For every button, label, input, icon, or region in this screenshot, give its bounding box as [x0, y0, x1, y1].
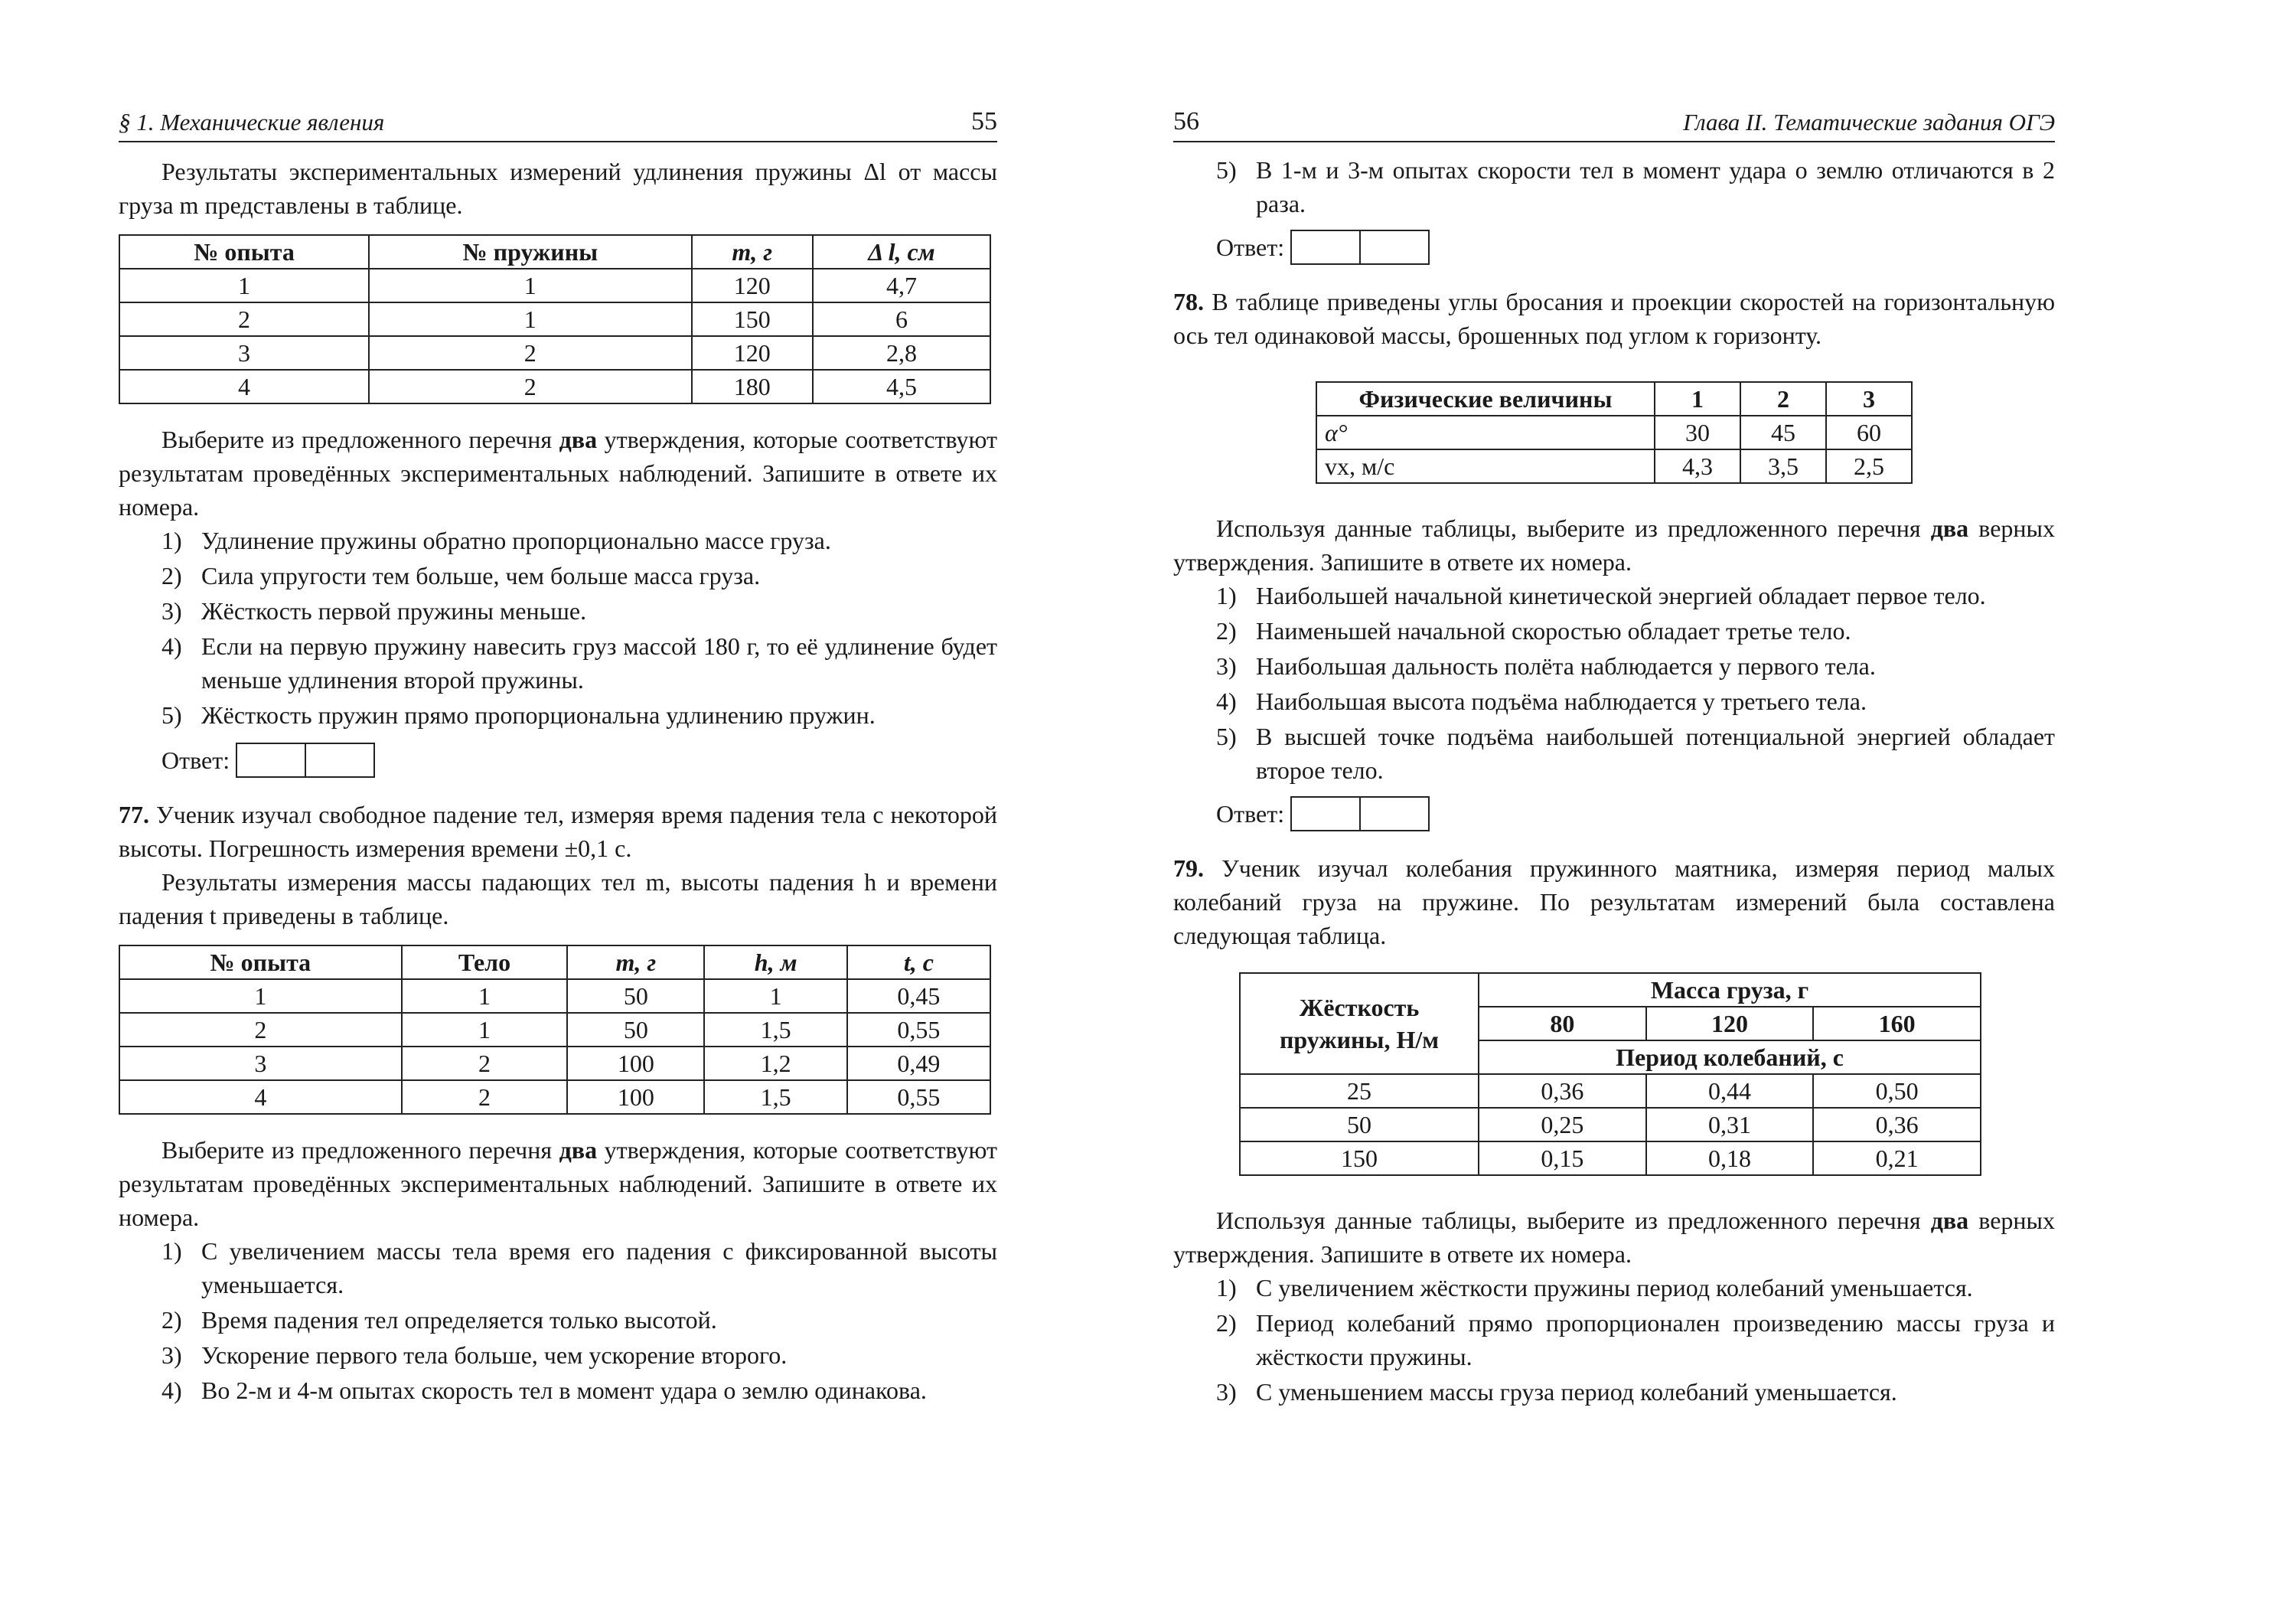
- options-77-continued: [1173, 153, 2055, 220]
- table-header: № опыта: [119, 945, 402, 979]
- option-text: Время падения тел определяется только высотой.: [201, 1306, 717, 1334]
- option-text: Наибольшая дальность полёта наблюдается у первого тела.: [1256, 652, 1876, 680]
- list-item: [1173, 720, 2055, 787]
- table-cell: 4,5: [813, 370, 990, 403]
- question-text: Ученик изучал свободное падение тел, измеряя время падения тела с некоторой высоты. Погрешность измерения времени ±0,1 с.: [119, 801, 998, 862]
- answer-boxes[interactable]: [1290, 230, 1430, 265]
- table-cell: 2: [369, 336, 691, 370]
- table-header: m, г: [567, 945, 704, 979]
- table-cell: 2: [119, 1013, 402, 1047]
- option-text: В высшей точке подъёма наибольшей потенциальной энергией обладает второе тело.: [1256, 723, 2055, 784]
- table-cell: 0,55: [847, 1080, 990, 1114]
- table-header: t, с: [847, 945, 990, 979]
- table-cell: 1: [402, 979, 568, 1013]
- table-cell: 4: [119, 370, 369, 403]
- option-number: 4): [161, 632, 182, 660]
- right-header-title: Глава II. Тематические задания ОГЭ: [1683, 109, 2055, 136]
- right-page: [1173, 0, 2055, 1410]
- instructions-bold: два: [1930, 1207, 1969, 1234]
- table-row: [119, 336, 990, 370]
- option-number: 3): [1216, 652, 1237, 680]
- list-item: [119, 1338, 997, 1372]
- right-running-header: [1173, 109, 2055, 142]
- table-row: [1240, 1108, 1981, 1141]
- instructions-79: [1173, 1203, 2055, 1271]
- instructions-76: [119, 423, 997, 524]
- table-header: 2: [1740, 382, 1826, 416]
- table-cell: 3: [119, 336, 369, 370]
- option-text: Жёсткость первой пружины меньше.: [201, 597, 587, 625]
- answer-label: Ответ:: [161, 746, 230, 774]
- option-text: Сила упругости тем больше, чем больше масса груза.: [201, 562, 761, 589]
- answer-boxes[interactable]: [236, 743, 375, 778]
- table-cell: 1: [369, 302, 691, 336]
- answer-label: Ответ:: [1216, 799, 1285, 828]
- table-cell: 3: [119, 1047, 402, 1080]
- left-header-title: § 1. Механические явления: [119, 109, 385, 136]
- instructions-text: утверждения, которые соответствуют результатам проведённых экспериментальных наблюдений. Запишите в ответе их номера.: [119, 426, 998, 521]
- table-cell: 1: [119, 979, 402, 1013]
- table-row: [119, 1013, 990, 1047]
- table-header: Δ l, см: [813, 235, 990, 269]
- instructions-text: верных утверждения. Запишите в ответе их номера.: [1173, 514, 2056, 576]
- option-number: 2): [161, 562, 182, 589]
- table-cell: 150: [692, 302, 814, 336]
- list-item: [119, 629, 997, 697]
- table-header: Тело: [402, 945, 568, 979]
- table-cell: 1: [119, 269, 369, 302]
- list-item: [1173, 649, 2055, 683]
- mass-value: 80: [1479, 1007, 1646, 1040]
- table-cell: 0,18: [1646, 1141, 1814, 1175]
- question-number: 79.: [1173, 854, 1204, 882]
- option-text: Жёсткость пружин прямо пропорциональна удлинению пружин.: [201, 701, 876, 729]
- option-number: 1): [161, 527, 182, 554]
- answer-78: [1216, 796, 2055, 831]
- table-cell: 0,36: [1813, 1108, 1981, 1141]
- option-text: Период колебаний прямо пропорционален произведению массы груза и жёсткости пружины.: [1256, 1309, 2055, 1370]
- table-cell: 2: [402, 1047, 568, 1080]
- instructions-text: Используя данные таблицы, выберите из предложенного перечня: [1216, 1207, 1921, 1234]
- option-number: 3): [1216, 1378, 1237, 1406]
- option-text: С увеличением жёсткости пружины период колебаний уменьшается.: [1256, 1274, 1973, 1301]
- table-row: [1316, 416, 1912, 449]
- option-number: 4): [161, 1376, 182, 1404]
- question-text: В таблице приведены углы бросания и проекции скоростей на горизонтальную ось тел одинаковой массы, брошенных под углом к горизонту.: [1173, 288, 2055, 349]
- table1-intro: Результаты экспериментальных измерений удлинения пружины Δl от массы груза m представлены в таблице.: [119, 158, 997, 219]
- table-cell: 50: [567, 1013, 704, 1047]
- table-header: Физические величины: [1316, 382, 1655, 416]
- table-row: [119, 269, 990, 302]
- table-header: h, м: [704, 945, 846, 979]
- table-row: [119, 979, 990, 1013]
- table-row: [1316, 449, 1912, 483]
- option-text: Удлинение пружины обратно пропорционально массе груза.: [201, 527, 831, 554]
- table-cell: 4,7: [813, 269, 990, 302]
- instructions-bold: два: [559, 426, 598, 453]
- table-cell: 4: [119, 1080, 402, 1114]
- option-number: 2): [161, 1306, 182, 1334]
- option-text: Ускорение первого тела больше, чем ускорение второго.: [201, 1341, 788, 1369]
- answer-boxes[interactable]: [1290, 796, 1430, 831]
- table-cell: 45: [1740, 416, 1826, 449]
- table-cell: 0,50: [1813, 1074, 1981, 1108]
- table-cell: vx, м/с: [1316, 449, 1655, 483]
- table-cell: 0,45: [847, 979, 990, 1013]
- list-item: [119, 1234, 997, 1301]
- table-cell: 1: [402, 1013, 568, 1047]
- list-item: [1173, 579, 2055, 612]
- question-text: Ученик изучал колебания пружинного маятника, измеряя период малых колебаний груза на пружине. По результатам измерений была составлена следующая таблица.: [1173, 854, 2056, 949]
- table-cell: 1: [369, 269, 691, 302]
- table-cell: 1,5: [704, 1013, 846, 1047]
- mass-header: Масса груза, г: [1479, 973, 1981, 1007]
- table-cell: 0,21: [1813, 1141, 1981, 1175]
- answer-cell[interactable]: [1361, 230, 1430, 265]
- option-text: С увеличением массы тела время его падения с фиксированной высоты уменьшается.: [201, 1237, 997, 1298]
- list-item: [119, 1303, 997, 1337]
- answer-label: Ответ:: [1216, 233, 1285, 261]
- instructions-text: Используя данные таблицы, выберите из предложенного перечня: [1216, 514, 1921, 542]
- table-cell: 0,25: [1479, 1108, 1646, 1141]
- table-header: № пружины: [369, 235, 691, 269]
- table-cell: 1,2: [704, 1047, 846, 1080]
- table-cell: 0,36: [1479, 1074, 1646, 1108]
- answer-76: [161, 743, 997, 778]
- table-cell: 120: [692, 269, 814, 302]
- table-header: № опыта: [119, 235, 369, 269]
- left-page: [119, 0, 997, 1409]
- q79-text: [1173, 851, 2055, 952]
- table-cell: 0,31: [1646, 1108, 1814, 1141]
- q77-text2: Результаты измерения массы падающих тел m, высоты падения h и времени падения t приведены в таблице.: [119, 868, 997, 929]
- mass-value: 160: [1813, 1007, 1981, 1040]
- table-cell: 120: [692, 336, 814, 370]
- list-item: [1173, 1271, 2055, 1305]
- period-header: Период колебаний, с: [1479, 1040, 1981, 1074]
- option-number: 5): [1216, 156, 1237, 184]
- table-cell: α°: [1316, 416, 1655, 449]
- option-number: 1): [1216, 582, 1237, 609]
- list-item: [119, 1373, 997, 1407]
- option-text: Если на первую пружину навесить груз массой 180 г, то её удлинение будет меньше удлинения второй пружины.: [201, 632, 997, 694]
- table-cell: 50: [567, 979, 704, 1013]
- option-number: 2): [1216, 1309, 1237, 1337]
- instructions-77: [119, 1133, 997, 1234]
- list-item: [1173, 1375, 2055, 1409]
- table-cell: 0,15: [1479, 1141, 1646, 1175]
- table-row: [119, 302, 990, 336]
- table-cell: 1,5: [704, 1080, 846, 1114]
- list-item: [119, 698, 997, 732]
- table-cell: 2: [402, 1080, 568, 1114]
- table-cell: 4,3: [1655, 449, 1740, 483]
- fall-table: [119, 945, 991, 1115]
- throw-table: [1316, 381, 1913, 484]
- table-row: [119, 1080, 990, 1114]
- table-cell: 0,49: [847, 1047, 990, 1080]
- table-header: m, г: [692, 235, 814, 269]
- option-number: 5): [1216, 723, 1237, 750]
- list-item: [1173, 684, 2055, 718]
- instructions-text: утверждения, которые соответствуют результатам проведённых экспериментальных наблюдений. Запишите в ответе их номера.: [119, 1136, 998, 1231]
- spring-table: [119, 234, 991, 404]
- option-text: Во 2-м и 4-м опытах скорость тел в момент удара о землю одинакова.: [201, 1376, 927, 1404]
- table-cell: 150: [1240, 1141, 1479, 1175]
- table-cell: 0,44: [1646, 1074, 1814, 1108]
- q77-text: [119, 798, 997, 865]
- table-cell: 3,5: [1740, 449, 1826, 483]
- table-header: 1: [1655, 382, 1740, 416]
- instructions-bold: два: [559, 1136, 598, 1164]
- instructions-text: верных утверждения. Запишите в ответе их номера.: [1173, 1207, 2056, 1268]
- list-item: [1173, 153, 2055, 220]
- mass-value: 120: [1646, 1007, 1814, 1040]
- table-cell: 0,55: [847, 1013, 990, 1047]
- option-text: С уменьшением массы груза период колебаний уменьшается.: [1256, 1378, 1897, 1406]
- table-header: 3: [1826, 382, 1912, 416]
- options-76: [119, 524, 997, 732]
- option-number: 2): [1216, 617, 1237, 645]
- table-cell: 25: [1240, 1074, 1479, 1108]
- table-cell: 2: [369, 370, 691, 403]
- option-text: Наименьшей начальной скоростью обладает третье тело.: [1256, 617, 1851, 645]
- answer-77: [1216, 230, 2055, 265]
- answer-cell[interactable]: [236, 743, 306, 778]
- list-item: [119, 559, 997, 593]
- list-item: [119, 594, 997, 628]
- option-number: 1): [1216, 1274, 1237, 1301]
- table-cell: 60: [1826, 416, 1912, 449]
- table-row: [1240, 1074, 1981, 1108]
- list-item: [119, 524, 997, 557]
- answer-cell[interactable]: [1361, 796, 1430, 831]
- table-row: [119, 1047, 990, 1080]
- instructions-bold: два: [1930, 514, 1969, 542]
- left-page-number: 55: [971, 107, 997, 136]
- option-number: 5): [161, 701, 182, 729]
- pendulum-table: [1239, 972, 1981, 1176]
- instructions-text: Выберите из предложенного перечня: [161, 1136, 553, 1164]
- table-cell: 2,5: [1826, 449, 1912, 483]
- options-78: [1173, 579, 2055, 787]
- list-item: [1173, 1306, 2055, 1373]
- table-cell: 30: [1655, 416, 1740, 449]
- question-number: 78.: [1173, 288, 1204, 315]
- table-row: [1240, 1141, 1981, 1175]
- answer-cell[interactable]: [306, 743, 375, 778]
- options-79: [1173, 1271, 2055, 1409]
- option-text: В 1-м и 3-м опытах скорости тел в момент удара о землю отличаются в 2 раза.: [1256, 156, 2055, 217]
- stiffness-header: Жёсткость пружины, Н/м: [1240, 973, 1479, 1074]
- answer-cell[interactable]: [1290, 230, 1361, 265]
- table-cell: 100: [567, 1080, 704, 1114]
- option-number: 3): [161, 597, 182, 625]
- instructions-78: [1173, 511, 2055, 579]
- table-cell: 180: [692, 370, 814, 403]
- table-cell: 2,8: [813, 336, 990, 370]
- option-text: Наибольшая высота подъёма наблюдается у третьего тела.: [1256, 687, 1867, 715]
- option-number: 4): [1216, 687, 1237, 715]
- table-cell: 6: [813, 302, 990, 336]
- option-number: 3): [161, 1341, 182, 1369]
- list-item: [1173, 614, 2055, 648]
- q78-text: [1173, 285, 2055, 352]
- table-cell: 1: [704, 979, 846, 1013]
- options-77: [119, 1234, 997, 1407]
- table-cell: 2: [119, 302, 369, 336]
- table-row: [119, 370, 990, 403]
- option-number: 1): [161, 1237, 182, 1265]
- left-running-header: [119, 109, 997, 142]
- question-number: 77.: [119, 801, 149, 828]
- instructions-text: Выберите из предложенного перечня: [161, 426, 553, 453]
- table-cell: 100: [567, 1047, 704, 1080]
- answer-cell[interactable]: [1290, 796, 1361, 831]
- option-text: Наибольшей начальной кинетической энергией обладает первое тело.: [1256, 582, 1986, 609]
- table-cell: 50: [1240, 1108, 1479, 1141]
- right-page-number: 56: [1173, 107, 1199, 136]
